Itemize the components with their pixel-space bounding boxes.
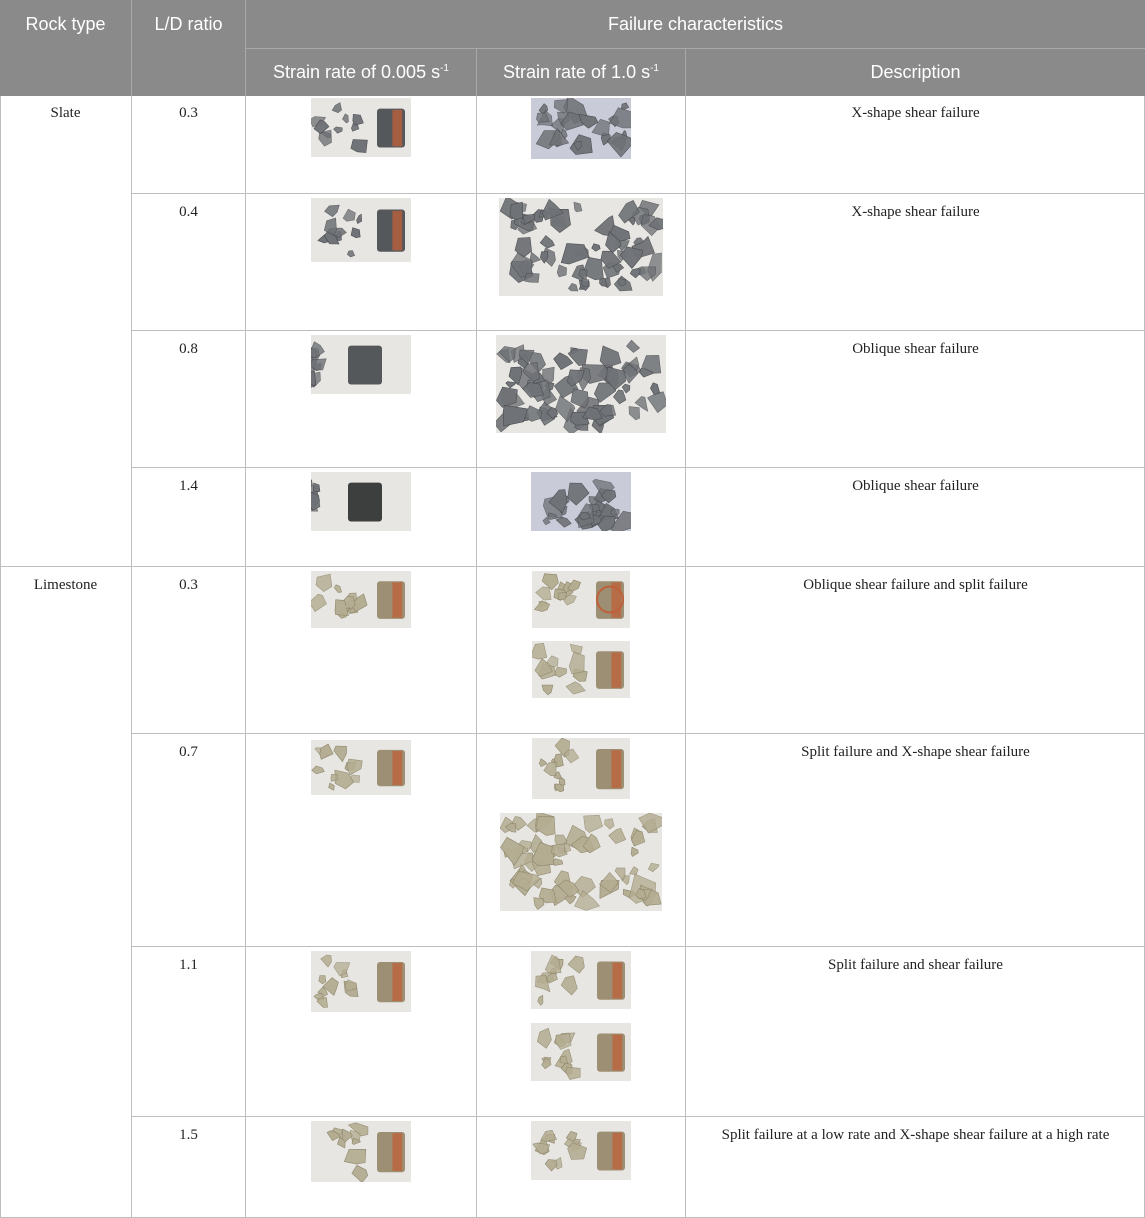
header-divider bbox=[476, 49, 477, 96]
header-rock-type-label: Rock type bbox=[25, 14, 106, 34]
ld-ratio-cell: 1.4 bbox=[179, 478, 198, 494]
specimen-photo bbox=[531, 98, 631, 159]
header-rock-type bbox=[0, 0, 131, 96]
description-cell: Oblique shear failure bbox=[852, 341, 979, 357]
header-strain-high bbox=[477, 49, 685, 96]
specimen-photo bbox=[311, 335, 411, 394]
grid-line bbox=[132, 733, 1145, 734]
specimen-photo bbox=[531, 1023, 631, 1081]
specimen-photo bbox=[311, 98, 411, 157]
header-ld-ratio bbox=[132, 0, 245, 96]
specimen-photo bbox=[531, 472, 631, 531]
header-description bbox=[686, 49, 1145, 96]
header-divider bbox=[246, 48, 1145, 49]
grid-line bbox=[476, 96, 477, 1218]
grid-line bbox=[0, 566, 1145, 567]
grid-line bbox=[131, 96, 132, 1218]
description-cell: Split failure and X-shape shear failure bbox=[801, 744, 1030, 760]
header-failure-characteristics-label: Failure characteristics bbox=[607, 13, 784, 34]
grid-line bbox=[132, 1116, 1145, 1117]
specimen-photo bbox=[532, 641, 630, 698]
specimen-photo bbox=[496, 335, 666, 433]
specimen-photo bbox=[311, 740, 411, 795]
specimen-photo bbox=[311, 198, 411, 262]
header-ld-ratio-label: L/D ratio bbox=[154, 14, 223, 34]
rock-type-cell: Limestone bbox=[33, 577, 98, 593]
description-cell: Oblique shear failure and split failure bbox=[803, 577, 1028, 593]
rock-type-cell: Slate bbox=[50, 105, 81, 121]
header-divider bbox=[131, 0, 132, 96]
header-description-label: Description bbox=[870, 62, 961, 82]
ld-ratio-cell: 1.1 bbox=[179, 957, 198, 973]
specimen-photo bbox=[311, 472, 411, 531]
header-failure-characteristics bbox=[246, 0, 1145, 48]
grid-line bbox=[245, 96, 246, 1218]
grid-line bbox=[132, 330, 1145, 331]
grid-line bbox=[132, 193, 1145, 194]
grid-line bbox=[132, 467, 1145, 468]
specimen-photo bbox=[532, 571, 630, 628]
specimen-photo bbox=[311, 951, 411, 1012]
specimen-photo bbox=[531, 951, 631, 1009]
description-cell: Split failure and shear failure bbox=[828, 957, 1003, 973]
description-cell: X-shape shear failure bbox=[851, 105, 980, 121]
specimen-photo bbox=[499, 198, 663, 296]
grid-line bbox=[132, 946, 1145, 947]
grid-line bbox=[0, 96, 1, 1218]
specimen-photo bbox=[311, 571, 411, 628]
header-strain-low bbox=[246, 49, 476, 96]
grid-line bbox=[685, 96, 686, 1218]
specimen-photo bbox=[532, 738, 630, 799]
description-cell: Oblique shear failure bbox=[852, 478, 979, 494]
ld-ratio-cell: 1.5 bbox=[179, 1127, 198, 1143]
ld-ratio-cell: 0.8 bbox=[179, 341, 198, 357]
ld-ratio-cell: 0.4 bbox=[179, 204, 198, 220]
header-divider bbox=[685, 49, 686, 96]
ld-ratio-cell: 0.3 bbox=[179, 105, 198, 121]
specimen-photo bbox=[531, 1121, 631, 1180]
header-strain-low-label: Strain rate of 0.005 $s^{-1}$ bbox=[272, 62, 449, 82]
ld-ratio-cell: 0.7 bbox=[179, 744, 198, 760]
description-cell: X-shape shear failure bbox=[851, 204, 980, 220]
header-strain-high-label: Strain rate of 1.0 $s^{-1}$ bbox=[503, 62, 659, 82]
description-cell: Split failure at a low rate and X-shape shear failure at a high rate bbox=[721, 1127, 1110, 1143]
ld-ratio-cell: 0.3 bbox=[179, 577, 198, 593]
specimen-photo bbox=[311, 1121, 411, 1182]
specimen-photo bbox=[500, 813, 662, 911]
